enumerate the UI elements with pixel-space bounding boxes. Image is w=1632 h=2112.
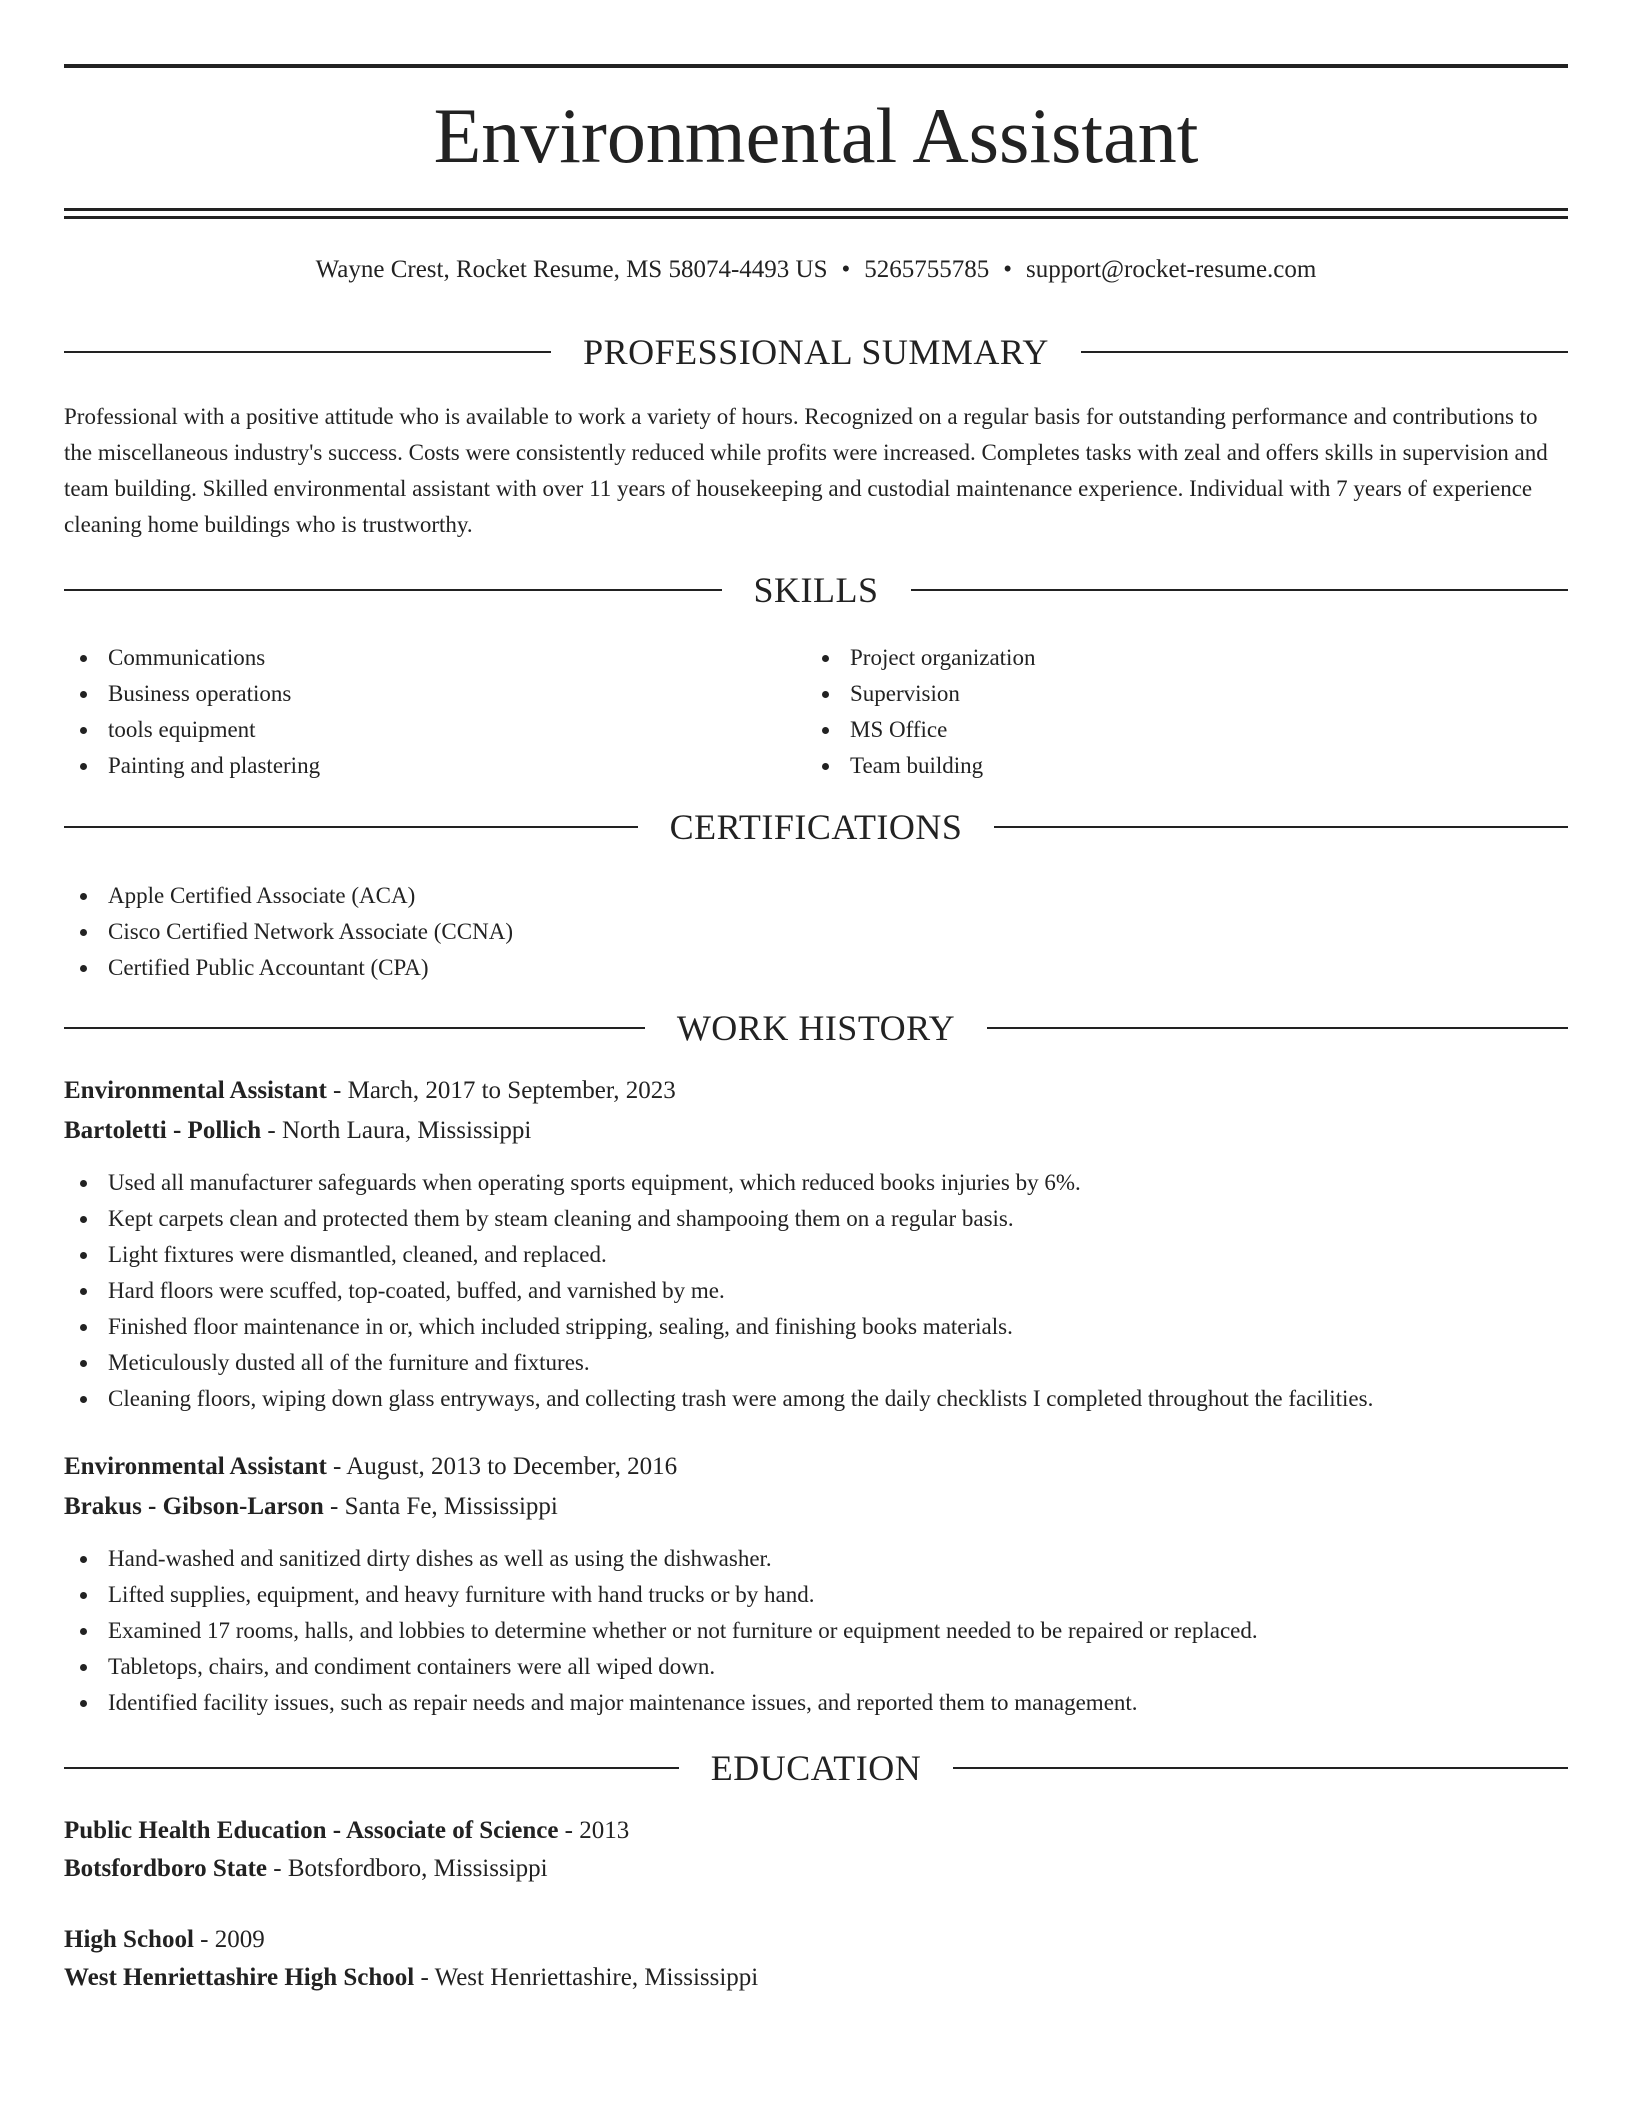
- job-company: Brakus - Gibson-Larson: [64, 1493, 324, 1520]
- education-location: - Botsfordboro, Mississippi: [267, 1855, 548, 1882]
- section-header-summary: [64, 330, 1568, 374]
- title-rule-upper: [64, 208, 1568, 211]
- section-header-education: [64, 1746, 1568, 1790]
- job-duty: Used all manufacturer safeguards when operating sports equipment, which reduced books injuries by 6%.: [64, 1165, 1568, 1201]
- certification-item: Apple Certified Associate (ACA): [64, 878, 1568, 914]
- section-rule: [64, 351, 551, 353]
- skills-list-left: [64, 640, 804, 784]
- section-rule: [64, 826, 638, 828]
- job-dates: - August, 2013 to December, 2016: [326, 1453, 678, 1480]
- contact-line: [64, 252, 1568, 288]
- section-header-work-history: [64, 1006, 1568, 1050]
- job-duty: Hard floors were scuffed, top-coated, buffed, and varnished by me.: [64, 1273, 1568, 1309]
- job-duties-list: [64, 1541, 1568, 1721]
- top-rule: [64, 64, 1568, 68]
- section-rule: [64, 1027, 645, 1029]
- skill-item: Supervision: [806, 676, 1546, 712]
- section-title: WORK HISTORY: [676, 1008, 956, 1048]
- section-rule: [953, 1767, 1568, 1769]
- education-school-line: [64, 1959, 1568, 1997]
- skill-item: Project organization: [806, 640, 1546, 676]
- job-company: Bartoletti - Pollich: [64, 1117, 262, 1144]
- section-rule: [994, 826, 1568, 828]
- job-duties-list: [64, 1165, 1568, 1417]
- certification-item: Certified Public Accountant (CPA): [64, 950, 1568, 986]
- job-company-line: [64, 1112, 1568, 1150]
- section-rule: [911, 589, 1569, 591]
- job-role: Environmental Assistant: [64, 1077, 327, 1104]
- job-duty: Meticulously dusted all of the furniture and fixtures.: [64, 1345, 1568, 1381]
- education-degree: High School: [64, 1926, 194, 1953]
- section-rule: [64, 589, 722, 591]
- title-rule-lower: [64, 216, 1568, 219]
- education-school-line: [64, 1850, 1568, 1888]
- skill-item: Business operations: [64, 676, 804, 712]
- job-location: - North Laura, Mississippi: [261, 1117, 532, 1144]
- job-duty: Kept carpets clean and protected them by steam cleaning and shampooing them on a regular basis.: [64, 1201, 1568, 1237]
- education-school: West Henriettashire High School: [64, 1964, 415, 1991]
- education-degree: Public Health Education - Associate of Science: [64, 1817, 559, 1844]
- education-degree-line: [64, 1921, 1568, 1959]
- contact-separator: •: [841, 256, 851, 283]
- education-location: - West Henriettashire, Mississippi: [414, 1964, 759, 1991]
- job-duty: Tabletops, chairs, and condiment containers were all wiped down.: [64, 1649, 1568, 1685]
- skills-list-right: [806, 640, 1546, 784]
- job-duty: Lifted supplies, equipment, and heavy furniture with hand trucks or by hand.: [64, 1577, 1568, 1613]
- skill-item: tools equipment: [64, 712, 804, 748]
- job-company-line: [64, 1488, 1568, 1526]
- summary-text: Professional with a positive attitude who is available to work a variety of hours. Recognized on a regular basis for outstanding performance and contributions to the miscellaneous industry's success. Costs were consistently reduced while profits were increased. Completes tasks with zeal and offers skills in supervision and team building. Skilled environmental assistant with over 11 years of housekeeping and custodial maintenance experience. Individual with 7 years of experience cleaning home buildings who is trustworthy.: [64, 404, 1548, 537]
- contact-separator: •: [1003, 256, 1013, 283]
- section-header-certifications: [64, 805, 1568, 849]
- contact-email: support@rocket-resume.com: [1026, 256, 1317, 283]
- job-duty: Hand-washed and sanitized dirty dishes as well as using the dishwasher.: [64, 1541, 1568, 1577]
- job-title-line: [64, 1072, 1568, 1110]
- education-year: - 2013: [558, 1817, 630, 1844]
- skill-item: Painting and plastering: [64, 748, 804, 784]
- contact-phone: 5265755785: [864, 256, 990, 283]
- skill-item: Team building: [806, 748, 1546, 784]
- job-title-line: [64, 1448, 1568, 1486]
- resume-title: Environmental Assistant: [433, 92, 1199, 179]
- section-rule: [1081, 351, 1568, 353]
- section-title: CERTIFICATIONS: [669, 807, 963, 847]
- contact-address: Wayne Crest, Rocket Resume, MS 58074-4493 US: [315, 256, 828, 283]
- job-dates: - March, 2017 to September, 2023: [326, 1077, 676, 1104]
- education-school: Botsfordboro State: [64, 1855, 268, 1882]
- education-degree-line: [64, 1812, 1568, 1850]
- section-rule: [64, 1767, 679, 1769]
- skill-item: MS Office: [806, 712, 1546, 748]
- job-duty: Light fixtures were dismantled, cleaned, and replaced.: [64, 1237, 1568, 1273]
- section-header-skills: [64, 568, 1568, 612]
- job-duty: Examined 17 rooms, halls, and lobbies to determine whether or not furniture or equipment needed to be repaired or replaced.: [64, 1613, 1568, 1649]
- education-year: - 2009: [193, 1926, 265, 1953]
- section-title: EDUCATION: [710, 1748, 922, 1788]
- job-duty: Finished floor maintenance in or, which included stripping, sealing, and finishing books materials.: [64, 1309, 1568, 1345]
- section-title: PROFESSIONAL SUMMARY: [583, 332, 1049, 372]
- section-rule: [987, 1027, 1568, 1029]
- job-role: Environmental Assistant: [64, 1453, 327, 1480]
- certification-item: Cisco Certified Network Associate (CCNA): [64, 914, 1568, 950]
- skill-item: Communications: [64, 640, 804, 676]
- section-title: SKILLS: [753, 570, 879, 610]
- job-duty: Identified facility issues, such as repair needs and major maintenance issues, and reported them to management.: [64, 1685, 1568, 1721]
- job-location: - Santa Fe, Mississippi: [323, 1493, 558, 1520]
- certifications-list: [64, 878, 1568, 986]
- job-duty: Cleaning floors, wiping down glass entryways, and collecting trash were among the daily checklists I completed throughout the facilities.: [64, 1381, 1568, 1417]
